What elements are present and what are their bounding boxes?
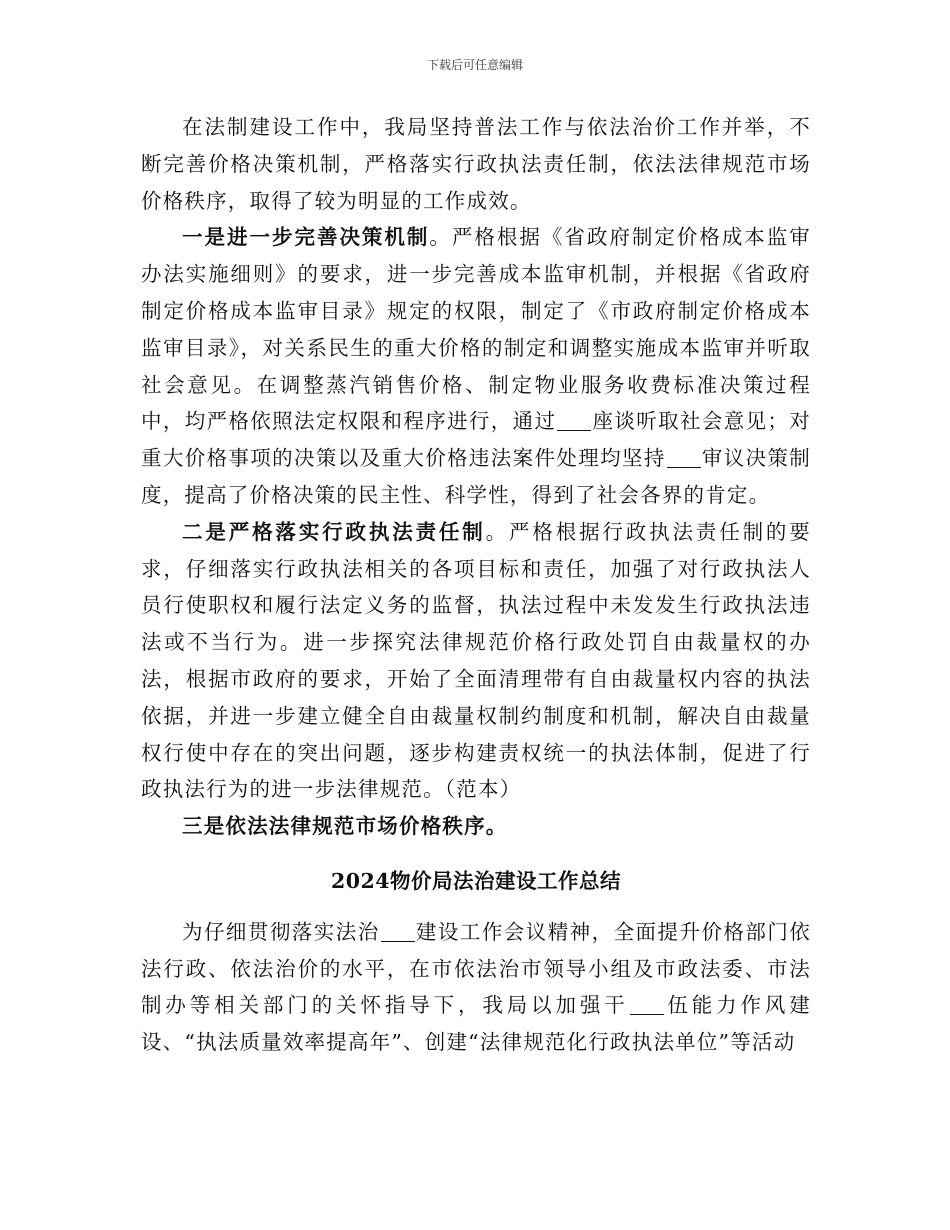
blank-underline bbox=[667, 447, 701, 469]
blank-underline bbox=[630, 994, 664, 1016]
paragraph-text: 。严格根据行政执法责任制的要求，仔细落实行政执法相关的各项目标和责任，加强了对行政执法人员行使职权和履行法定义务的监督，执法过程中未发发生行政执法违法或不当行为。进一步探究法律规范价格行政处罚自由裁量权的办法，根据市政府的要求，开始了全面清理带有自由裁量权内容的执法依据，并进一步建立健全自由裁量权制约制度和机制，解决自由裁量权行使中存在的突出问题，逐步构建责权统一的执法体制，促进了行政执法行为的进一步法律规范。（范本） bbox=[141, 519, 811, 802]
paragraph-text: 为仔细贯彻落实法治 bbox=[182, 919, 380, 944]
page-header-note: 下载后可任意编辑 bbox=[426, 58, 523, 72]
paragraph-text: 建设工作会议精神，全面提升价格部门依法行政、依法治价的水平，在市依法治市领导小组及市政法委、市法制办等相关部门的关怀指导下，我局以加强干 bbox=[141, 919, 811, 1018]
paragraph-lead-3: 三是依法法律规范市场价格秩序。 bbox=[182, 814, 508, 839]
document-body bbox=[141, 109, 811, 1061]
paragraph-text: 座谈听取社会意见；对重大价格事项的决策以及重大价格违法案件处理均坚持 bbox=[141, 409, 811, 471]
paragraph-decision-mechanism bbox=[141, 219, 811, 513]
paragraph-text: 。严格根据《省政府制定价格成本监审办法实施细则》的要求，进一步完善成本监审机制，并根据《省政府制定价格成本监审目录》规定的权限，制定了《市政府制定价格成本监审目录》，对关系民生的重大价格的制定和调整实施成本监审并听取社会意见。在调整蒸汽销售价格、制定物业服务收费标准决策过程中，均严格依照法定权限和程序进行，通过 bbox=[141, 225, 811, 434]
paragraph-intro: 在法制建设工作中，我局坚持普法工作与依法治价工作并举，不断完善价格决策机制，严格落实行政执法责任制，依法法律规范市场价格秩序，取得了较为明显的工作成效。 bbox=[141, 115, 811, 213]
paragraph-enforcement-responsibility bbox=[141, 514, 811, 808]
paragraph-text: 伍能力作风建设、“执法质量效率提高年”、创建“法律规范化行政执法单位”等活动 bbox=[141, 993, 812, 1055]
paragraph-lead-1: 一是进一步完善决策机制 bbox=[182, 225, 430, 250]
paragraph-market-order bbox=[141, 808, 811, 845]
blank-underline bbox=[381, 920, 415, 942]
paragraph-lead-2: 二是严格落实行政执法责任制 bbox=[182, 519, 486, 544]
blank-underline bbox=[557, 410, 591, 432]
paragraph-text: 审议决策制度，提高了价格决策的民主性、科学性，得到了社会各界的肯定。 bbox=[141, 446, 811, 507]
section-title: 2024物价局法治建设工作总结 bbox=[330, 868, 622, 893]
paragraph-summary-intro bbox=[141, 914, 811, 1061]
